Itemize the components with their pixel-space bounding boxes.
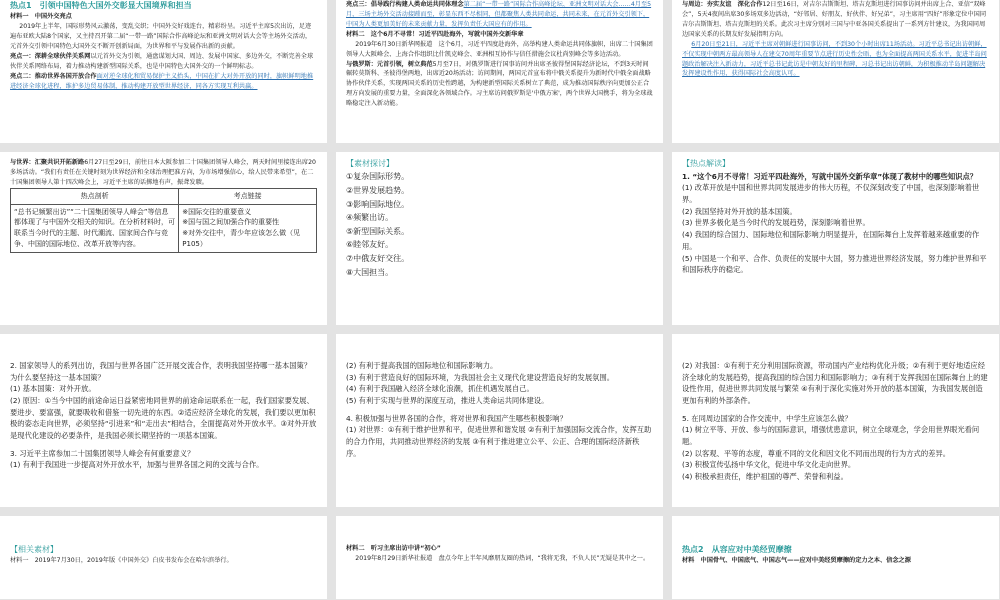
answer-item: (3) 积极宣传弘扬中华文化，促进中华文化走向世界。 bbox=[682, 460, 856, 470]
dprk-text: 6月20日至21日，习近平主席对朝鲜进行国事访问，不到30个小时出席11场活动。习近平总书记出访朝鲜，不仅实现中朝两方最高领导人在建交70周年重要节点进行历史性会晤，也为全面提高两国关系水平，促进半岛问题政治解决注入新动力，习近平总书记此访是中朝友好的里程碑，习总书记出访朝鲜，为积极推动半岛问题解决发挥建设性作用，获得国际社会高度认可。 bbox=[682, 40, 987, 78]
world-text: 6月27日至29日，前往日本大阪参加二十国集团领导人峰会，两天时间里接连出席20多场活动。“我们有责任在关键时刻为世界经济和全球治理把准方向，为市场增强信心，给人民带来希望”，在二十国集团领导人第十四次峰会上，习近平主席的话掷地有声，振聋发聩。 bbox=[10, 159, 316, 186]
answer-item: (4) 有利于我国融入经济全球化浪潮，抓住机遇发展自己。 bbox=[346, 384, 534, 394]
material-2-label: 材料二 这个6月不寻常！习近平四赴海外，写就中国外交新华章 bbox=[346, 30, 524, 38]
answer-item: (1) 改革开放是中国和世界共同发展进步的伟大历程，不仅深刻改变了中国，也深刻影响着世界。 bbox=[682, 183, 980, 205]
list-item: ③影响国际地位。 bbox=[346, 199, 410, 209]
russia-text: 5月至7日，对俄罗斯进行国事访问并出席圣彼得堡国际经济论坛，不到3天时间辗转莫斯科、圣彼得堡两地，出席近20场活动；访问期间，两国元首宣布将中俄关系提升为新时代中俄全面战略协作伙伴关系，实现两国关系的历史性跨越，为构建新型国际关系树立了典范，成为推动国际秩序向更加公正合理方向发展的重要力量，全面深化各领域合作。习主席访问俄罗斯是'中俄方案'，两个世界大国携手，将为全球战略稳定注入新动能。 bbox=[346, 60, 653, 108]
highlight-3-title: 亮点三：倡导践行构建人类命运共同体理念 bbox=[346, 1, 464, 8]
material-text: 2019年8月29日新华社报道 盘点今年上半年风靡朋友圈的热词，“我将无我，不负人民”无疑是其中之一。 bbox=[355, 554, 650, 562]
answer-item: (1) 树立平等、开放、参与的国际意识，增强忧患意识，树立全球观念，学会用世界眼光看问题。 bbox=[682, 425, 980, 447]
question-5: 5. 在同周边国家的合作交流中，中学生应该怎么做？ bbox=[682, 413, 852, 423]
material-2-text: 2019年6月30日新华网报道 这个6月，习近平四度赴海外，高举构建人类命运共同体旗帜，出席二十国集团领导人大阪峰会、上海合作组织比什凯克峰会、亚洲相互协作与信任措施会议杜尚别峰会等多边活动。 bbox=[346, 40, 653, 58]
analysis-table bbox=[10, 188, 317, 253]
question-3: 3. 习近平主席参加二十国集团领导人峰会有何重要意义？ bbox=[10, 448, 195, 458]
answer-item: (5) 有利于实现与世界的深度互动，推进人类命运共同体建设。 bbox=[346, 396, 549, 406]
slide-1[interactable] bbox=[0, 0, 327, 143]
answer-item: (1) 对世界：①有利于维护世界和平，促进世界和谐发展 ②有利于加强国际交流合作，发挥互助的合力作用，共同推动世界经济的发展 ③有利于推进建立公平、公正、合理的国际经济新秩序。 bbox=[346, 425, 652, 458]
list-item: ⑥睦邻友好。 bbox=[346, 240, 394, 250]
world-title: 与世界：汇聚共识开拓新路 bbox=[10, 159, 85, 166]
neighbors-text: 12日至16日，对吉尔吉斯斯坦、塔吉克斯坦进行国事访问并出席上合、亚信“双峰会”，5天4夜间出席30多场双多边活动，“好邻居、好朋友、好伙伴、好兄弟”，习主席用“四好”形象定位中国同吉尔吉斯斯坦、塔吉克斯坦的关系。此次习主席分别对三国与中亚各国关系提出了一系列方针建议，为我国同周边国家关系的长期友好发展指明方向。 bbox=[682, 1, 987, 38]
highlight-1-text: 以元首外交为引领，通盘谋划大国、周边、发展中国家、多边外交，不断完善全球伙伴关系网络布局，着力推动构建新型国际关系，也是中国特色大国外交的一个鲜明标志。 bbox=[10, 53, 314, 70]
russia-title: 与俄罗斯：元首引领，树立典范 bbox=[346, 60, 433, 68]
list-item: ①复杂国际形势。 bbox=[346, 172, 410, 182]
topic-list bbox=[346, 170, 653, 279]
slide-12[interactable] bbox=[672, 516, 999, 599]
table-header-analysis: 热点剖析 bbox=[11, 188, 179, 204]
hotspot-heading: 热点1 引领中国特色大国外交彰显大国境界和担当 bbox=[10, 1, 192, 10]
answer-item: (4) 积极承担责任，维护祖国的尊严、荣誉和利益。 bbox=[682, 472, 848, 482]
answer-item: (2) 以客观、平等的态度，尊重不同的文化和因文化不同而出现的行为方式的差异。 bbox=[682, 448, 951, 458]
list-item: ⑤新型国际关系。 bbox=[346, 226, 410, 236]
material-label: 材料二 听习主席出访中讲“初心” bbox=[346, 545, 441, 552]
section-header: 【相关素材】 bbox=[10, 545, 58, 554]
question-2: 2. 国家领导人的系列出访，我国与世界各国广泛开展交流合作，表明我国坚持哪一基本国策？为什么要坚持这一基本国策？ bbox=[10, 361, 312, 382]
answer-item: (2) 对我国：①有利于充分利用国际资源，带动国内产业结构优化升级；②有利于更好地适应经济全球化的发展趋势，提高我国的综合国力和国际影响力；③有利于发挥我国在国际舞台上的建设性作用，促进世界共同发展与繁荣 ④有利于深化实施对外开放的基本国策，为我国发展创造更加有利的外部条件。 bbox=[682, 361, 988, 406]
list-item: ②世界发展趋势。 bbox=[346, 185, 410, 195]
slide-2[interactable] bbox=[336, 0, 663, 143]
table-cell-analysis: “总书记频繁出访”“二十国集团领导人峰会”等信息都体现了与中国外交相关的知识。在分析材料时，可联系当今时代的主题、时代潮流、国家间合作与竞争、中国的国际地位、改革开放等内容。 bbox=[11, 204, 179, 252]
slide-5[interactable] bbox=[336, 152, 663, 325]
slide-8[interactable] bbox=[336, 334, 663, 507]
material-label: 材料一 中国外交亮点 bbox=[10, 13, 72, 21]
highlight-2-title: 亮点二：推动世界各国开放合作 bbox=[10, 72, 97, 80]
slide-4[interactable] bbox=[0, 152, 327, 325]
slide-10[interactable] bbox=[0, 516, 327, 599]
answer-item: (2) 原因：①当今中国的前途命运日益紧密地同世界的前途命运联系在一起，我们国家要发展、要进步、要富强，就要吸收和借鉴一切先进的东西。②适应经济全球化的发展，我们要以更加积极的姿态走向世界，必须坚持“引进来”和“走出去”相结合，全面提高对外开放水平。③对外开放是现代化建设的必要条件，是我国必须长期坚持的一项基本国策。 bbox=[10, 396, 317, 441]
highlight-3-text: 第二届“一带一路”国际合作高峰论坛、亚洲文明对话大会……4月至5月，三场主场外交活动接踵而至，彰显东西不尽相同，但都聚焦人类共同命运，共同未来，在元首外交引领下，中国为人类更加美好的未来贡献力量，发挥负责任大国应有的作用。 bbox=[346, 1, 652, 28]
material-text: 2019年上半年，国际形势风云激荡，变乱交织；中国外交好戏连台，精彩纷呈。习近平主席5次出访，足迹遍布亚欧大陆8个国家，又主持召开第二届“一带一路”国际合作高峰论坛和亚洲文明对话大会等主场外交活动，元首外交引领中国特色大国外交不断开创新局面，为世界和平与发展作出新的贡献。 bbox=[10, 23, 312, 51]
section-header: 【素材探讨】 bbox=[346, 159, 394, 168]
slide-7[interactable] bbox=[0, 334, 327, 507]
slide-11[interactable] bbox=[336, 516, 663, 599]
answer-item: (1) 基本国策：对外开放。 bbox=[10, 384, 96, 394]
table-cell-links: ※国际交往的重要意义 ※国与国之间加强合作的重要性 ※对外交往中，青少年应该怎么做（见P105） bbox=[179, 204, 317, 252]
answer-item: (2) 有利于提高我国的国际地位和国际影响力。 bbox=[346, 361, 498, 370]
question-1: 1. “这个6月不寻常！习近平四赴海外，写就中国外交新华章”体现了教材中的哪些知识点？ bbox=[682, 171, 978, 181]
answer-item: (5) 中国是一个和平、合作、负责任的发展中大国，努力推进世界经济发展，努力维护世界和平和国际秩序的稳定。 bbox=[682, 253, 987, 275]
highlight-2-text: 面对逆全球化和贸易保护主义抬头，中国在扩大对外开放的同时，旗帜鲜明地推进经济全球化进程，维护多边贸易体制，推动构建开放型世界经济，同各方实现互利共赢。 bbox=[10, 72, 314, 90]
slide-9[interactable] bbox=[672, 334, 999, 507]
answer-item: (4) 我国的综合国力、国际地位和国际影响力明显提升，在国际舞台上发挥着越来越重要的作用。 bbox=[682, 230, 980, 251]
table-header-links: 考点链接 bbox=[179, 188, 317, 204]
material-text: 材料 中国骨气、中国底气、中国志气——应对中美经贸摩擦的定力之本、信念之源 bbox=[682, 557, 911, 565]
neighbors-title: 与周边：夯实友谊 深化合作 bbox=[682, 1, 763, 8]
question-4: 4. 积极加强与世界各国的合作，将对世界和我国产生哪些积极影响？ bbox=[346, 413, 567, 423]
list-item: ⑧大国担当。 bbox=[346, 267, 394, 277]
answer-item: (1) 有利于我国进一步提高对外开放水平，加强与世界各国之间的交流与合作。 bbox=[10, 460, 264, 470]
answer-item: (2) 我国坚持对外开放的基本国策。 bbox=[682, 206, 797, 216]
slide-6[interactable] bbox=[672, 152, 999, 325]
list-item: ⑦中俄友好交往。 bbox=[346, 253, 410, 263]
highlight-1-title: 亮点一：深耕全球伙伴关系网 bbox=[10, 53, 91, 61]
answer-item: (3) 有利于营造良好的国际环境，为我国社会主义现代化建设营造良好的发展氛围。 bbox=[346, 372, 615, 382]
answer-item: (3) 世界多极化是当今时代的发展趋势，深刻影响着世界。 bbox=[682, 218, 870, 228]
slide-3[interactable] bbox=[672, 0, 999, 143]
section-header: 【热点解读】 bbox=[682, 159, 730, 168]
hotspot-heading: 热点2 从容应对中美经贸摩擦 bbox=[682, 545, 792, 554]
list-item: ④频繁出访。 bbox=[346, 213, 394, 223]
material-text: 材料一 2019年7月30日，2019年版《中国外交》白皮书发布会在哈尔滨举行。 bbox=[10, 557, 233, 565]
